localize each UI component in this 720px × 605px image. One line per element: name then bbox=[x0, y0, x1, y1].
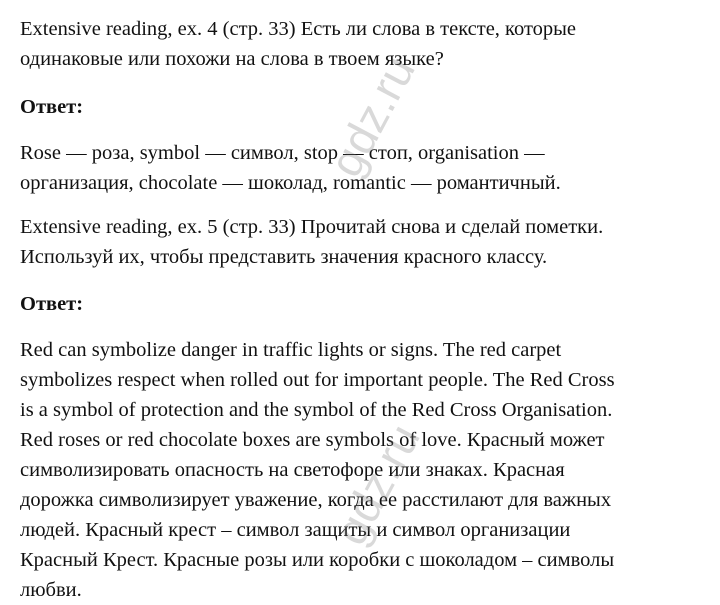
exercise5-answer-line: любви. bbox=[20, 579, 82, 601]
exercise5-answer-line: is a symbol of protection and the symbol of the Red Cross Organisation. bbox=[20, 399, 613, 421]
watermark-top: gdz.ru bbox=[318, 47, 425, 185]
exercise4-question-line: Extensive reading, ex. 4 (стр. 33) Есть ли слова в тексте, которые bbox=[20, 18, 577, 40]
exercise5-answer-line: людей. Красный крест – символ защиты и символ организации bbox=[20, 519, 571, 541]
exercise5-answer-line: symbolizes respect when rolled out for important people. The Red Cross bbox=[20, 369, 615, 391]
exercise5-answer-line: символизировать опасность на светофоре или знаках. Красная bbox=[20, 459, 565, 481]
exercise5-answer-line: дорожка символизирует уважение, когда ее расстилают для важных bbox=[20, 489, 612, 511]
exercise4-answer bbox=[20, 138, 700, 198]
exercise5-question-line: Используй их, чтобы представить значения красного классу. bbox=[20, 246, 548, 268]
exercise5-answer-line: Red roses or red chocolate boxes are symbols of love. Красный может bbox=[20, 429, 605, 451]
exercise5-answer-label: Ответ: bbox=[20, 293, 84, 315]
watermark-bottom: gdz.ru bbox=[323, 415, 430, 553]
exercise4-answer-label: Ответ: bbox=[20, 96, 84, 118]
exercise5-answer bbox=[20, 335, 700, 605]
exercise4-question bbox=[20, 14, 700, 74]
exercise4-answer-line: Rose — роза, symbol — символ, stop — стоп, organisation — bbox=[20, 142, 545, 164]
exercise5-answer-line: Red can symbolize danger in traffic lights or signs. The red carpet bbox=[20, 339, 562, 361]
exercise5-question-line: Extensive reading, ex. 5 (стр. 33) Прочитай снова и сделай пометки. bbox=[20, 216, 604, 238]
exercise4-answer-line: организация, chocolate — шоколад, romantic — романтичный. bbox=[20, 172, 561, 194]
exercise4-question-line: одинаковые или похожи на слова в твоем языке? bbox=[20, 48, 444, 70]
document-page bbox=[20, 14, 700, 605]
exercise5-answer-line: Красный Крест. Красные розы или коробки с шоколадом – символы bbox=[20, 549, 615, 571]
exercise5-question bbox=[20, 212, 700, 272]
